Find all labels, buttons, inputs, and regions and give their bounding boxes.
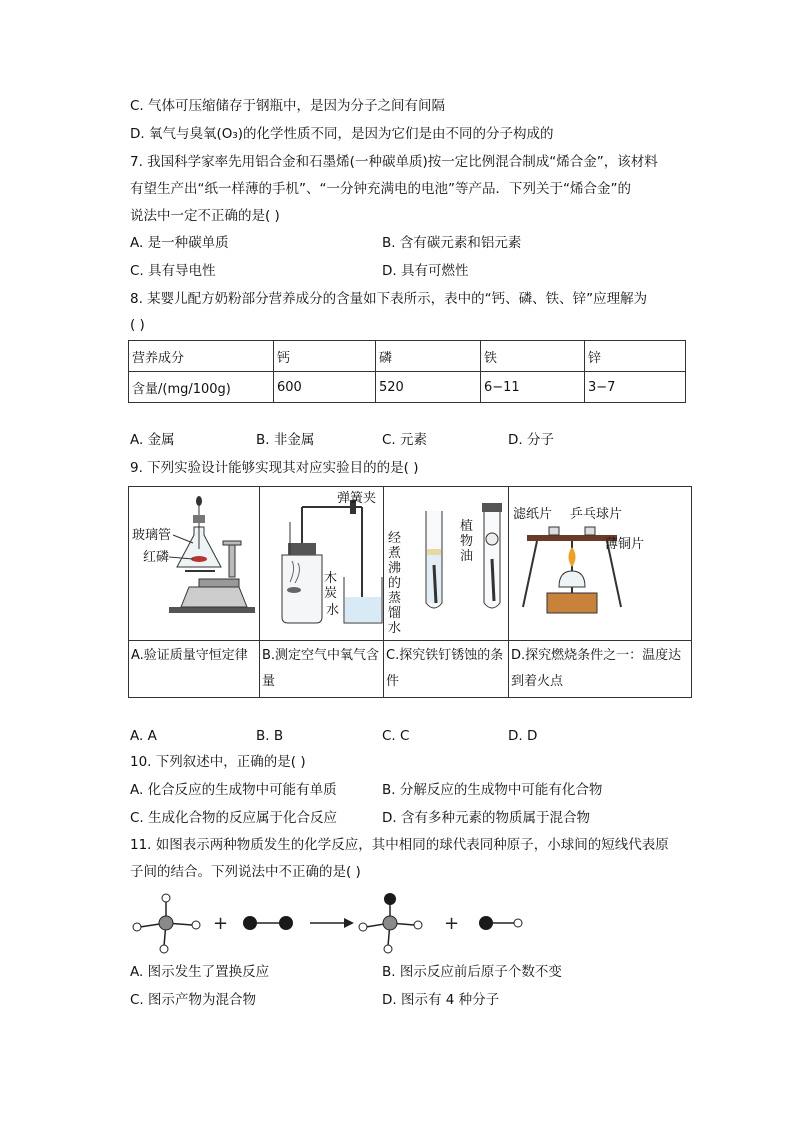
q10-option-c: C. 生成化合物的反应属于化合反应: [130, 810, 338, 826]
table-cell: 520: [376, 372, 481, 403]
q10-option-a: A. 化合反应的生成物中可能有单质: [130, 782, 337, 798]
q10-option-b: B. 分解反应的生成物中可能有化合物: [382, 782, 603, 798]
q9-option-b: B. B: [256, 728, 284, 744]
q8-option-a: A. 金属: [130, 432, 175, 448]
q10-option-d: D. 含有多种元素的物质属于混合物: [382, 810, 590, 826]
label-boiled-distilled-water: 经煮沸的蒸馏水: [388, 531, 402, 636]
reaction-arrow: [310, 918, 354, 928]
q8-option-c: C. 元素: [382, 432, 428, 448]
label-water: 水: [326, 603, 340, 618]
product-molecule-1: [359, 893, 422, 953]
reactant-molecule-1: [133, 894, 200, 953]
reactant-molecule-2: [243, 916, 293, 930]
q7-option-b: B. 含有碳元素和铝元素: [382, 235, 522, 251]
experiment-d-figure: [509, 487, 692, 641]
plus-sign: +: [213, 913, 229, 934]
q7-stem-line1: 7. 我国科学家率先用铝合金和石墨烯(一种碳单质)按一定比例混合制成“烯合金”，该材料: [130, 154, 658, 170]
q10-stem: 10. 下列叙述中，正确的是( ): [130, 754, 306, 770]
table-cell: 3−7: [585, 372, 686, 403]
label-thin-copper: 薄铜片: [605, 537, 645, 552]
q11-stem-line1: 11. 如图表示两种物质发生的化学反应，其中相同的球代表同种原子，小球间的短线代表原: [130, 837, 669, 853]
table-cell: 营养成分: [129, 341, 274, 372]
table-cell: 磷: [376, 341, 481, 372]
q6-option-d: D. 氧气与臭氧(O₃)的化学性质不同，是因为它们是由不同的分子构成的: [130, 126, 554, 142]
q8-stem-line1: 8. 某婴儿配方奶粉部分营养成分的含量如下表所示，表中的“钙、磷、铁、锌”应理解为: [130, 291, 648, 307]
q7-option-d: D. 具有可燃性: [382, 263, 469, 279]
label-charcoal: 木炭: [324, 571, 338, 601]
caption-c: C.探究铁钉锈蚀的条件: [384, 641, 509, 698]
q11-option-b: B. 图示反应前后原子个数不变: [382, 964, 562, 980]
q9-stem: 9. 下列实验设计能够实现其对应实验目的的是( ): [130, 460, 419, 476]
table-cell: 锌: [585, 341, 686, 372]
q11-stem-line2: 子间的结合。下列说法中不正确的是( ): [130, 864, 361, 880]
oxygen-measurement-apparatus: [260, 487, 384, 641]
table-header-row: [129, 341, 686, 372]
q11-option-c: C. 图示产物为混合物: [130, 992, 257, 1008]
label-glass-tube: 玻璃管: [132, 528, 172, 543]
label-filter-paper: 滤纸片: [513, 507, 553, 522]
experiment-table: [128, 486, 692, 698]
table-row: [129, 372, 686, 403]
product-molecule-2: [479, 916, 522, 930]
q7-option-a: A. 是一种碳单质: [130, 235, 229, 251]
label-pingpong-piece: 乒乓球片: [570, 507, 623, 522]
experiment-b-figure: [260, 487, 384, 641]
experiment-a-figure: [129, 487, 260, 641]
q9-option-c: C. C: [382, 728, 410, 744]
q9-option-a: A. A: [130, 728, 157, 744]
table-cell: 含量/(mg/100g): [129, 372, 274, 403]
caption-a: A.验证质量守恒定律: [129, 641, 260, 698]
reaction-diagram: [126, 890, 546, 960]
q7-stem-line3: 说法中一定不正确的是( ): [130, 208, 280, 224]
caption-d: D.探究燃烧条件之一：温度达到着火点: [509, 641, 692, 698]
q8-stem-line2: ( ): [130, 317, 145, 333]
q7-option-c: C. 具有导电性: [130, 263, 216, 279]
caption-b: B.测定空气中氧气含量: [260, 641, 384, 698]
nutrition-table: [128, 340, 686, 403]
q8-option-d: D. 分子: [508, 432, 554, 448]
q11-option-d: D. 图示有 4 种分子: [382, 992, 500, 1008]
table-cell: 6−11: [481, 372, 585, 403]
q9-option-d: D. D: [508, 728, 538, 744]
q6-option-c: C. 气体可压缩储存于钢瓶中，是因为分子之间有间隔: [130, 98, 446, 114]
plus-sign: +: [444, 913, 460, 934]
label-spring-clamp: 弹簧夹: [337, 491, 377, 506]
table-cell: 钙: [274, 341, 376, 372]
q8-option-b: B. 非金属: [256, 432, 315, 448]
label-vegetable-oil: 植物油: [460, 519, 474, 564]
experiment-c-figure: [384, 487, 509, 641]
table-cell: 铁: [481, 341, 585, 372]
label-red-phosphorus: 红磷: [143, 550, 170, 565]
q11-option-a: A. 图示发生了置换反应: [130, 964, 270, 980]
q7-stem-line2: 有望生产出“纸一样薄的手机”、“一分钟充满电的电池”等产品．下列关于“烯合金”的: [130, 181, 631, 197]
table-cell: 600: [274, 372, 376, 403]
